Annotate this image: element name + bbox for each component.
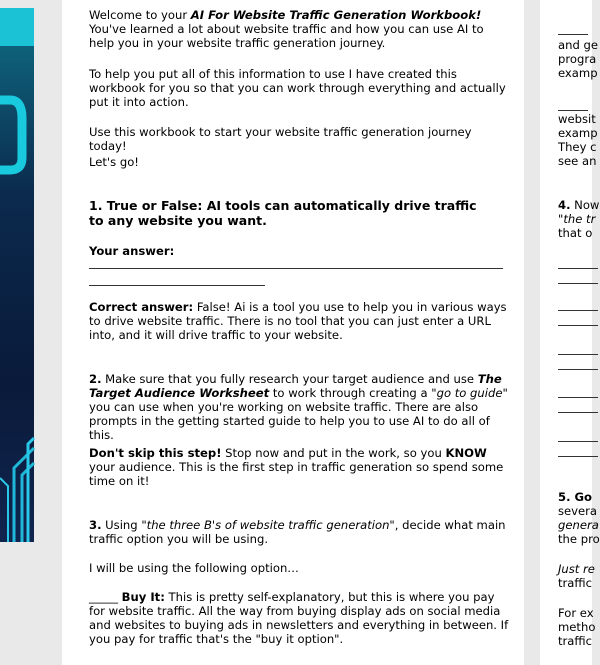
option-blank[interactable]: _____ [89,590,118,604]
right-line: They c [558,140,597,154]
option-blank-line[interactable] [558,34,588,35]
warning-label: Don't skip this step! [89,446,222,460]
correct-answer-text: False! Ai is a tool you use to help you in various ways to drive website traffic. There is no tool that you can just enter a URL into, and it will drive traffic to your website. [89,300,507,342]
know-emphasis: KNOW [445,446,487,460]
buy-it-label: Buy It: [121,590,165,604]
q2-text: you can use when you're working on website traffic. There are also prompts in the getting started guide to help you to use AI to do all of this. [89,400,490,442]
buy-it-text: This is pretty self-explanatory, but this is where you pay for website traffic. All the way from buying display ads on social media and websites to buying ads in newsletters and everything in between. If you pay for traffic that's the "buy it option". [89,590,509,646]
warning-text: Stop now and put in the work, so you [221,446,446,460]
right-line: see an [558,154,597,168]
answer-line[interactable] [558,325,598,326]
q4-text: Now [570,198,600,212]
answer-line[interactable] [558,456,598,457]
answer-line[interactable] [558,354,598,355]
workbook-cover-image [0,8,34,542]
question-3 [89,518,509,546]
correct-answer-label: Correct answer: [89,300,194,314]
q2-warning [89,446,509,488]
three-bs-text: "the three B's of website traffic generation" [141,518,395,532]
answer-line[interactable] [558,310,598,311]
answer-line-2[interactable] [89,285,265,286]
intro-paragraph-4: Let's go! [89,155,139,169]
intro-paragraph-3: Use this workbook to start your website traffic generation journey today! [89,125,472,153]
right-line: metho [558,620,596,634]
answer-label: Your answer: [89,244,175,258]
q3-text: , decide what main traffic option you will be using. [89,518,506,546]
option-blank-line[interactable] [558,110,588,111]
cover-circuit-graphic [0,8,34,542]
answer-line[interactable] [558,283,598,284]
question-2 [89,372,509,442]
answer-line[interactable] [558,397,598,398]
right-line: traffic [558,576,593,590]
intro-paragraph-2: To help you put all of this information to use I have created this workbook for you so that you can work through everything and actually put it into action. [89,67,506,109]
question-4-partial [558,198,599,212]
will-use-text: I will be using the following option… [89,561,299,575]
q2-text: Make sure that you fully research your target audience and use [101,372,478,386]
intro-paragraph-1 [89,8,509,50]
answer-line[interactable] [558,369,598,370]
question-number: 3. [89,518,102,532]
right-line: "the tr [558,212,596,226]
question-number: 4. [558,198,571,212]
right-line: traffic [558,634,593,648]
right-line: For ex [558,606,594,620]
intro-text: Welcome to your [89,8,191,22]
right-line: and ge [558,38,598,52]
workbook-page [62,0,524,665]
right-line: progra [558,52,597,66]
answer-line[interactable] [558,412,598,413]
right-line: examp [558,126,598,140]
right-line: severa [558,504,598,518]
buy-it-option [89,590,509,646]
warning-text: your audience. This is the first step in traffic generation so spend some time on it! [89,460,504,488]
correct-answer [89,300,509,342]
q3-text: Using [101,518,142,532]
right-line: websit [558,112,596,126]
right-line: Just re [558,562,595,576]
question-5-partial: 5. Go [558,490,592,504]
right-line: the pro [558,532,600,546]
intro-text: You've learned a lot about website traffic and how you can use AI to help you in your website traffic generation journey. [89,22,484,50]
q2-text: to work through creating a [269,386,432,400]
next-page-partial [540,0,600,665]
question-number: 2. [89,372,102,386]
go-to-guide-text: "go to guide" [431,386,508,400]
right-line: that o [558,226,593,240]
answer-line[interactable] [558,268,598,269]
worksheet-title: The Target Audience Worksheet [89,372,502,400]
right-line: examp [558,66,598,80]
right-line: genera [558,518,599,532]
answer-line[interactable] [558,441,598,442]
workbook-title: AI For Website Traffic Generation Workbook! [190,8,482,22]
answer-line-1[interactable] [89,268,503,269]
question-1-title: 1. True or False: AI tools can automatically drive traffic to any website you want. [89,198,477,228]
